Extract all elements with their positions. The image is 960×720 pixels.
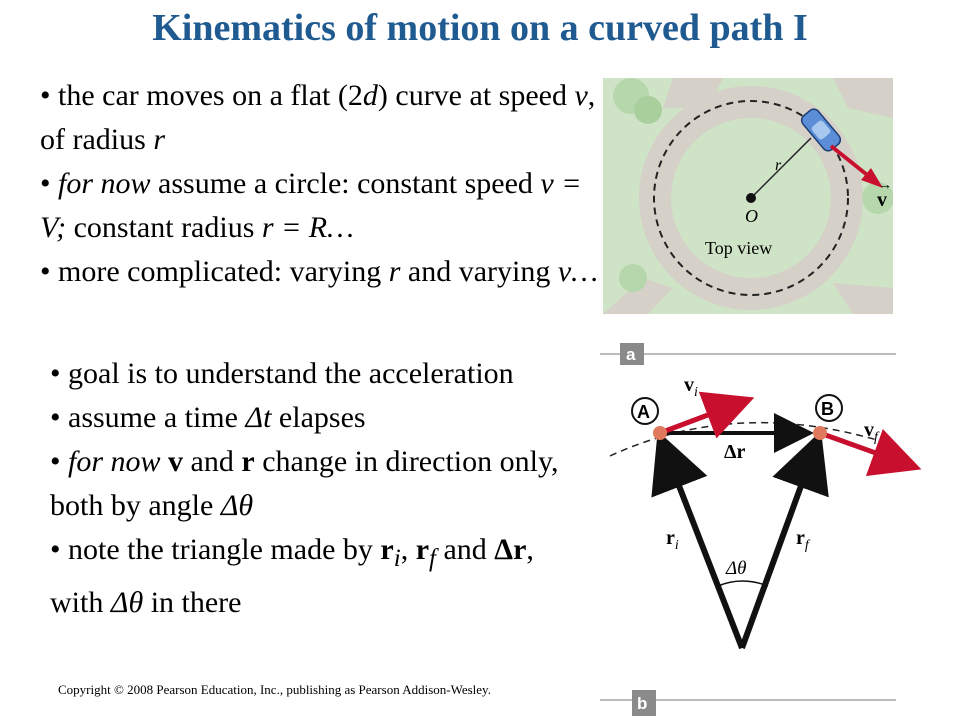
slide-title: Kinematics of motion on a curved path I [152, 7, 808, 49]
bullet-list-bottom [50, 352, 590, 625]
angle-arc [718, 581, 768, 586]
rf-label: $r_f$ [796, 527, 809, 553]
bullet-list-top [40, 74, 600, 294]
bullet-1: • the car moves on a flat (2d) curve at speed v, of radius r [40, 79, 596, 156]
velocity-label: v [877, 189, 887, 211]
bullet-goal: • goal is to understand the acceleration [50, 357, 514, 390]
vi-label: $v_i$ [684, 374, 698, 400]
ri-label: $r_i$ [666, 527, 679, 553]
bullet-triangle: • note the triangle made by $r_i$, $r_f$ and Δr, with Δθ in there [50, 533, 534, 619]
point-a-label: A [637, 402, 650, 422]
point-a-dot [653, 426, 667, 440]
center-point [746, 193, 756, 203]
figure-a-top-view [603, 78, 893, 314]
bullet-time: • assume a time Δt elapses [50, 401, 366, 434]
bullet-2: • for now assume a circle: constant speed v = V; constant radius r = R… [40, 167, 582, 244]
label-a: a [626, 345, 636, 364]
label-b: b [637, 694, 648, 713]
tree-icon [634, 96, 662, 124]
radius-label: r [775, 157, 782, 174]
point-b-label: B [821, 399, 834, 419]
delta-theta-label: Δθ [726, 558, 747, 579]
copyright-notice: Copyright © 2008 Pearson Education, Inc., publishing as Pearson Addison-Wesley. [58, 682, 491, 697]
bullet-3: • more complicated: varying r and varying v… [40, 255, 598, 288]
vf-label: $v_f$ [864, 419, 878, 445]
delta-r-label: Δr [724, 441, 746, 463]
dashed-arc [610, 423, 890, 456]
figure-b-label-bar [600, 690, 896, 716]
center-label: O [745, 206, 758, 226]
figure-b-vector-triangle [600, 366, 930, 666]
vector-arrow-mark: → [878, 178, 892, 193]
top-view-caption: Top view [705, 238, 773, 258]
point-b-dot [813, 426, 827, 440]
vi-vector [660, 401, 745, 433]
figure-a-label-bar [600, 342, 896, 366]
bullet-direction: • for now v and r change in direction only, both by angle Δθ [50, 445, 559, 522]
tree-icon [619, 264, 647, 292]
